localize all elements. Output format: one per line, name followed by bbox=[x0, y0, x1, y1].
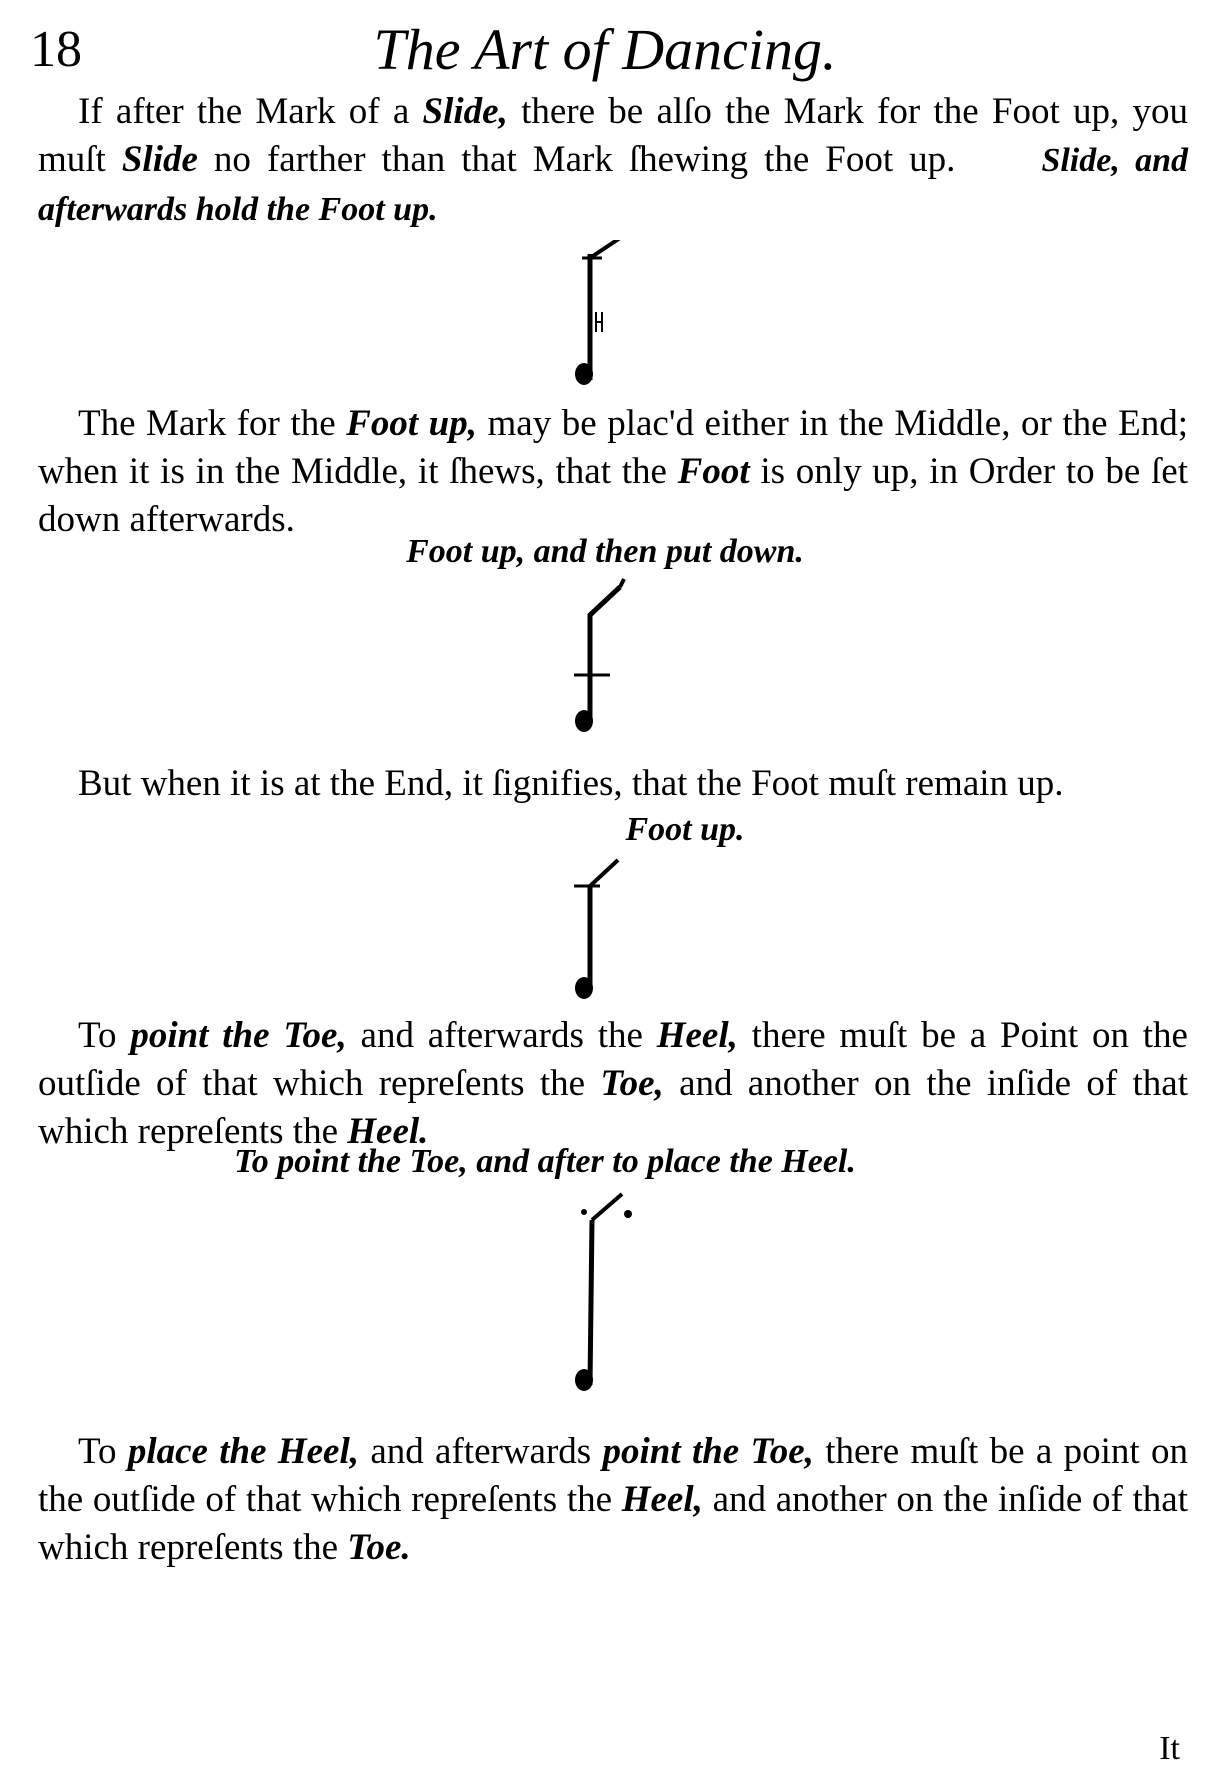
paragraph-point-toe-heel: To point the Toe, and afterwards the Heel, there muſt be a Point on the outſide of that which repreſents the Toe, and another on the inſide of that which repreſents the Heel. bbox=[38, 1015, 1189, 1152]
foot-up-then-down-figure bbox=[560, 575, 660, 735]
point-toe-place-heel-figure bbox=[560, 1180, 660, 1400]
caption-slide-hold-foot-up: Slide, and afterwards hold the Foot up. bbox=[38, 142, 1188, 228]
slide-then-foot-up-figure bbox=[560, 240, 660, 390]
running-head: The Art of Dancing. bbox=[373, 17, 837, 82]
foot-up-figure bbox=[560, 852, 660, 1002]
caption-foot-up: Foot up. bbox=[625, 811, 745, 848]
page-number: 18 bbox=[30, 21, 82, 78]
paragraph-place-heel-point-toe: To place the Heel, and afterwards point the Toe, there muſt be a point on the outſide of that which repreſents the Heel, and another on the inſide of that which repreſents the Toe. bbox=[38, 1431, 1188, 1568]
caption-point-toe-place-heel: To point the Toe, and after to place the Heel. bbox=[234, 1143, 856, 1180]
caption-foot-up-then-down: Foot up, and then put down. bbox=[406, 533, 804, 570]
catchword: It bbox=[1159, 1730, 1180, 1767]
paragraph-foot-up-end: But when it is at the End, it ſignifies, that the Foot muſt remain up. bbox=[78, 763, 1064, 804]
paragraph-foot-up-middle-end: The Mark for the Foot up, may be plac'd either in the Middle, or the End; when it is in the Middle, it ſhews, that the Foot is only up, in Order to be ſet down afterwards. bbox=[38, 403, 1188, 540]
paragraph-slide-foot-up: If after the Mark of a Slide, there be alſo the Mark for the Foot up, you muſt Slide no farther than that Mark ſhewing the Foot up. Slide, and afterwards hold the Foot up. bbox=[38, 91, 1188, 228]
